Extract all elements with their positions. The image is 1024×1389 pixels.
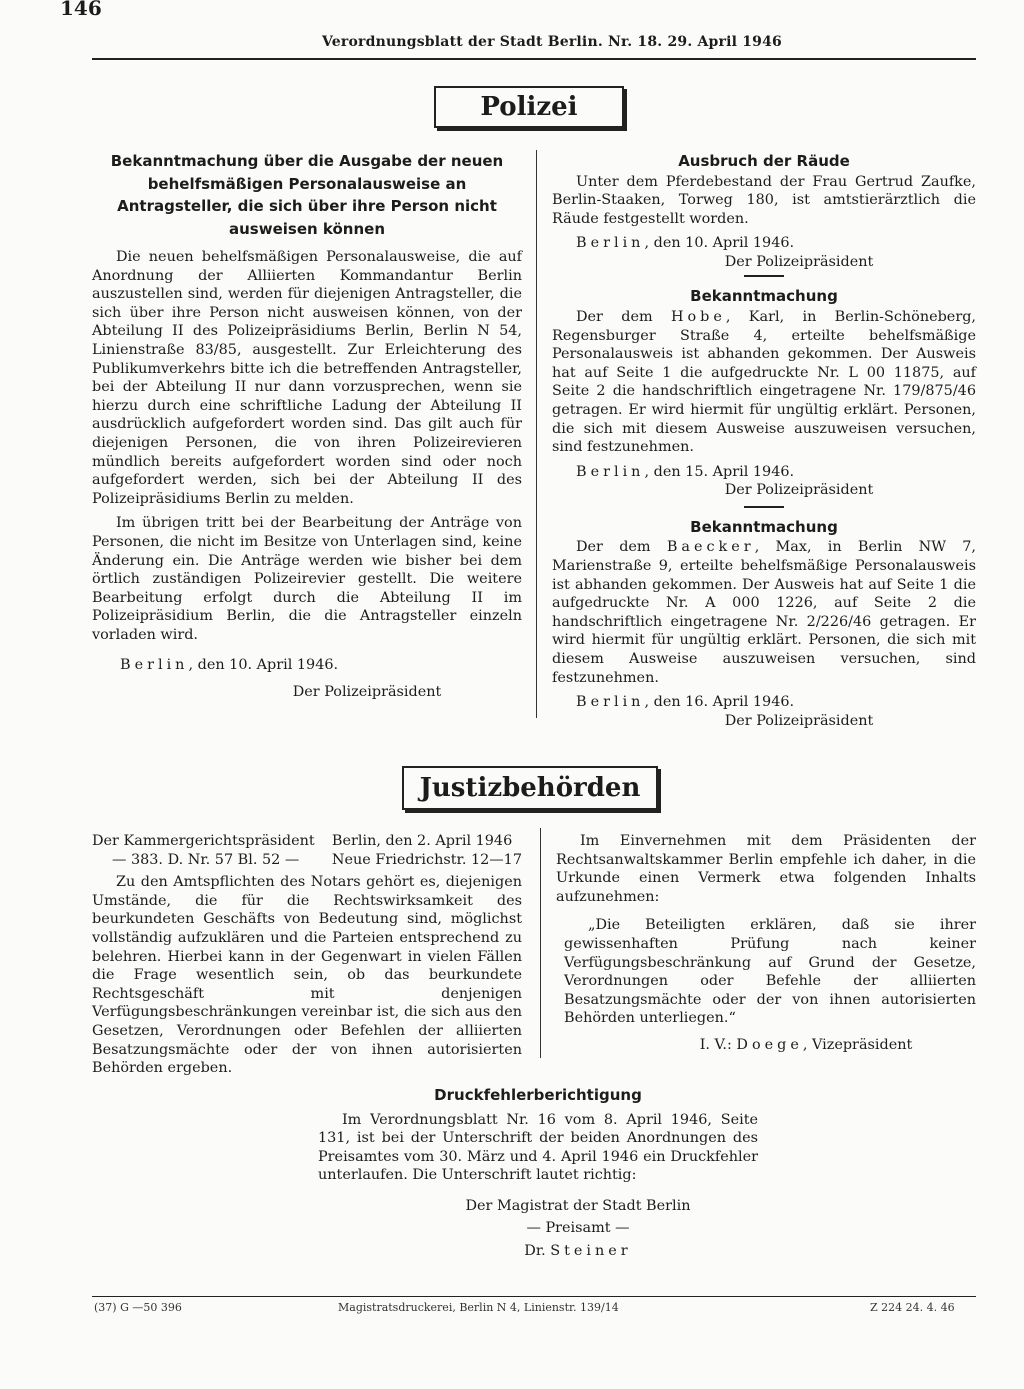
date-line: Berlin, den 10. April 1946. — [120, 657, 339, 674]
justiz-left-column — [92, 832, 522, 1078]
section-title-justiz: Justizbehörden — [402, 766, 658, 810]
footer-rule — [92, 1296, 976, 1297]
errata-heading: Druckfehlerberichtigung — [434, 1086, 642, 1104]
notice-paragraph: Der dem Baecker, Max, in Berlin NW 7, Marienstraße 9, erteilte behelfsmäßige Personalausweis ist abhanden gekommen. Der Ausweis hat auf Seite 1 die aufgedruckte Nr. A 000 1226, auf Seite 2 die handschriftlich eingetragene Nr. 2/226/46 getragen. Er wird hiermit für ungültig erklärt. Personen, die sich mit diesem Ausweise auszuweisen versuchen, sind festzunehmen. — [552, 539, 976, 686]
notice-separator — [744, 275, 784, 277]
errata-signature-name: Dr. Steiner — [524, 1243, 632, 1260]
signature: Der Polizeipräsident — [724, 712, 874, 729]
notice-separator — [744, 506, 784, 508]
notice-paragraph: Der dem Hobe, Karl, in Berlin-Schöneberg, Regensburger Straße 4, erteilte behelfsmäßige Personalausweis ist abhanden gekommen. Der Ausweis hat auf Seite 1 die aufgedruckte Nr. L 00 11875, auf Seite 2 die handschriftlich eingetragene Nr. 179/875/46 getragen. Er wird hiermit für ungültig erklärt. Personen, die sich mit diesem Ausweise auszuweisen versuchen, sind festzunehmen. — [552, 308, 976, 456]
column-divider — [536, 150, 537, 718]
footer-center: Magistratsdruckerei, Berlin N 4, Linienstr. 139/14 — [338, 1301, 619, 1314]
notice-heading: Bekanntmachung über die Ausgabe der neuen behelfsmäßigen Personalausweise an Antragsteller, die sich über ihre Person nicht ausweisen können — [110, 152, 504, 238]
column-divider — [540, 828, 541, 1058]
notice-paragraph: Im Einvernehmen mit dem Präsidenten der Rechtsanwaltskammer Berlin empfehle ich daher, in die Urkunde einen Vermerk etwa folgenden Inhalts aufzunehmen: — [556, 833, 976, 905]
polizei-left-column — [92, 150, 522, 702]
header-rule — [92, 58, 976, 60]
notice-paragraph: Im übrigen tritt bei der Bearbeitung der Anträge von Personen, die nicht im Besitze von Unterlagen sind, keine Änderung ein. Die Anträge werden wie bisher bei dem örtlich zuständigen Polizeirevier gestellt. Die weitere Bearbeitung erfolgt durch die Abteilung II im Polizeipräsidium Berlin, die die Antragsteller einzeln vorladen wird. — [92, 515, 522, 643]
signature: Der Polizeipräsident — [724, 253, 874, 270]
place-date: Berlin, den 2. April 1946 — [331, 833, 513, 849]
quoted-text: „Die Beteiligten erklären, daß sie ihrer gewissenhaften Prüfung nach keiner Verfügungsbeschränkung auf Grund der Gesetze, Verordnungen oder Befehle der alliierten Besatzungsmächte oder der von ihnen autorisierten Behörden unterliegen.“ — [564, 917, 976, 1027]
running-head: Verordnungsblatt der Stadt Berlin. Nr. 18. 29. April 1946 — [322, 34, 782, 50]
date-line: Berlin, den 16. April 1946. — [576, 694, 795, 711]
date-line: Berlin, den 15. April 1946. — [576, 463, 795, 480]
reference-number: — 383. D. Nr. 57 Bl. 52 — — [112, 851, 300, 868]
justiz-right-column — [556, 832, 976, 1055]
notice-paragraph: Unter dem Pferdebestand der Frau Gertrud Zaufke, Berlin-Staaken, Torweg 180, ist amtstierärztlich die Räude festgestellt worden. — [552, 173, 976, 227]
section-title-polizei: Polizei — [434, 86, 624, 128]
errata-signature-office: — Preisamt — — [526, 1220, 630, 1237]
notice-paragraph: Zu den Amtspflichten des Notars gehört es, diejenigen Umstände, die für die Rechtswirksamkeit des beurkundeten Geschäfts von Bedeutung sind, möglichst vollständig aufzuklären und die Parteien entsprechend zu belehren. Hierbei kann in der Gegenwart in vielen Fällen die Frage wesentlich sein, ob das beurkundete Rechtsgeschäft mit denjenigen Verfügungsbeschränkungen vereinbar ist, die sich aus den Gesetzen, Verordnungen oder Befehlen der alliierten Besatzungsmächte oder der von ihnen autorisierten Behörden ergeben. — [92, 874, 522, 1077]
footer-left: (37) G —50 396 — [94, 1301, 182, 1314]
notice-heading: Ausbruch der Räude — [678, 152, 850, 170]
letterhead — [92, 832, 522, 869]
address: Neue Friedrichstr. 12—17 — [331, 851, 522, 868]
errata-block — [318, 1084, 758, 1261]
notice-heading: Bekanntmachung — [690, 287, 838, 306]
notice-paragraph: Die neuen behelfsmäßigen Personalausweise, die auf Anordnung der Alliierten Kommandantur Berlin auszustellen sind, werden für diejenigen Antragsteller, die sich über ihre Person nicht ausweisen können, von der Abteilung II des Polizeipräsidiums Berlin, Berlin N 54, Linienstraße 83/85, ausgestellt. Zur Erleichterung des Publikumverkehrs bitte ich die betreffenden Antragsteller, bei der Abteilung II nur dann vorzusprechen, wenn sie hierzu durch eine schriftliche Ladung der Abteilung II ausdrücklich aufgefordert worden sind. Das gilt auch für diejenigen Personen, die von ihren Polizeirevieren mündlich bereits aufgefordert worden sind oder noch aufgefordert werden, sich bei der Abteilung II des Polizeipräsidiums Berlin zu melden. — [92, 249, 522, 507]
date-line: Berlin, den 10. April 1946. — [576, 235, 795, 252]
footer-right: Z 224 24. 4. 46 — [870, 1301, 955, 1314]
notice-heading: Bekanntmachung — [690, 517, 838, 536]
sender-title: Der Kammergerichtspräsident — [92, 833, 315, 849]
signature: Der Polizeipräsident — [292, 684, 442, 701]
errata-signature-authority: Der Magistrat der Stadt Berlin — [465, 1197, 691, 1214]
page-number: 146 — [60, 0, 102, 20]
signature: Der Polizeipräsident — [724, 482, 874, 499]
polizei-right-column — [552, 150, 976, 730]
errata-paragraph: Im Verordnungsblatt Nr. 16 vom 8. April 1946, Seite 131, ist bei der Unterschrift der beiden Anordnungen des Preisamtes vom 30. März und 4. April 1946 ein Druckfehler unterlaufen. Die Unterschrift lautet richtig: — [318, 1111, 758, 1184]
signature: I. V.: Doege, Vizepräsident — [699, 1036, 913, 1053]
